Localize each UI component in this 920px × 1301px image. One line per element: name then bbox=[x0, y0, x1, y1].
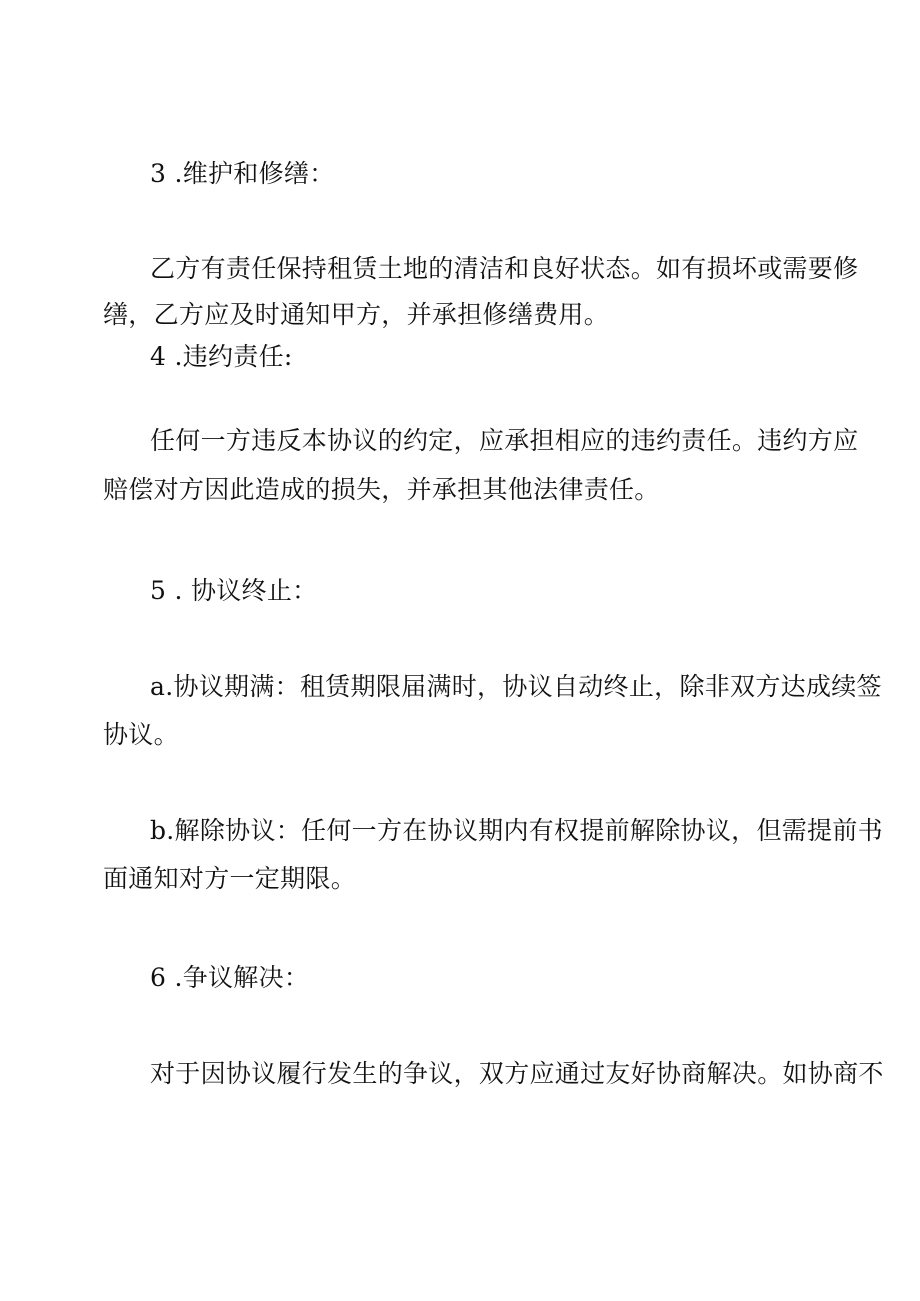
section-5-item-b-line-2: 面通知对方一定期限。 bbox=[103, 864, 357, 893]
section-6-paragraph-line-1: 对于因协议履行发生的争议，双方应通过友好协商解决。如协商不 bbox=[150, 1059, 884, 1088]
section-5-item-b-line-1: b.解除协议：任何一方在协议期内有权提前解除协议，但需提前书 bbox=[150, 816, 883, 845]
section-3-paragraph-line-1: 乙方有责任保持租赁土地的清洁和良好状态。如有损坏或需要修 bbox=[150, 254, 859, 283]
section-5-item-a-line-2: 协议。 bbox=[103, 720, 179, 749]
section-6-heading: 6 .争议解决： bbox=[150, 963, 310, 992]
section-3-heading: 3 .维护和修缮： bbox=[150, 159, 335, 188]
section-4-heading: 4 .违约责任: bbox=[150, 342, 293, 371]
section-4-paragraph-line-2: 赔偿对方因此造成的损失，并承担其他法律责任。 bbox=[103, 475, 660, 504]
section-4-paragraph-line-1: 任何一方违反本协议的约定，应承担相应的违约责任。违约方应 bbox=[150, 426, 859, 455]
section-3-paragraph-line-2: 缮，乙方应及时通知甲方，并承担修缮费用。 bbox=[103, 300, 610, 329]
section-5-heading: 5 . 协议终止： bbox=[150, 576, 318, 605]
section-5-item-a-line-1: a.协议期满：租赁期限届满时，协议自动终止，除非双方达成续签 bbox=[150, 672, 882, 701]
